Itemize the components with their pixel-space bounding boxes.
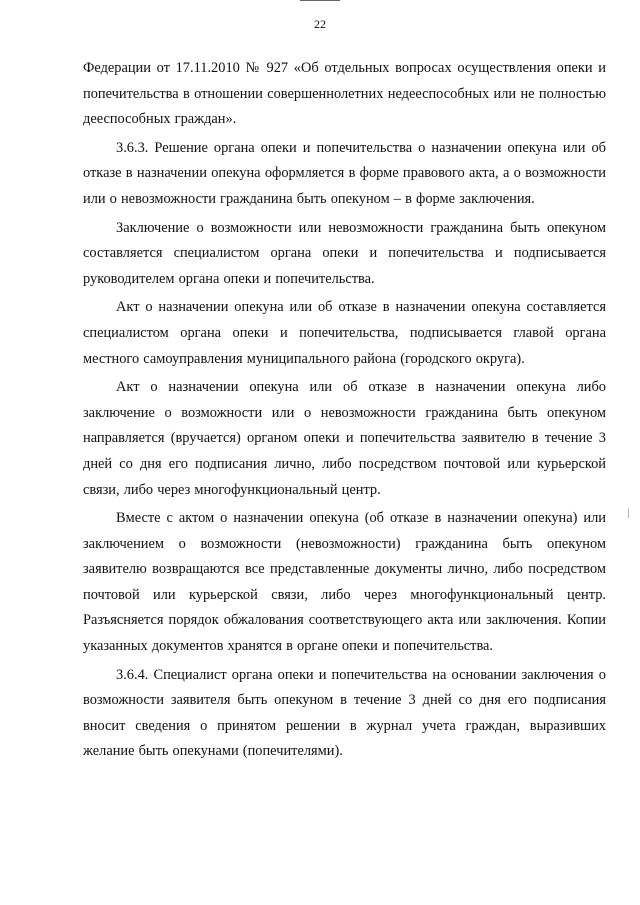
paragraph-3-6-3: 3.6.3. Решение органа опеки и попечительства о назначении опекуна или об отказе в назначении опекуна оформляется в форме правового акта, а о возможности или о невозможности гражданина быть опекуном – в форме заключения. (83, 139, 606, 207)
top-rule (300, 0, 340, 1)
paragraph-documents-returned: Вместе с актом о назначении опекуна (об отказе в назначении опекуна) или заключением о возможности (невозможности) гражданина быть опекуном заявителю возвращаются все представленные документы лично, либо посредством почтовой или курьерской связи, либо через многофункциональный центр. Разъясняется порядок обжалования соответствующего акта или заключения. Копии указанных документов хранятся в органе опеки и попечительства. (83, 510, 606, 655)
paragraph-act-prepared: Акт о назначении опекуна или об отказе в назначении опекуна составляется специалистом органа опеки и попечительства, подписывается главой органа местного самоуправления муниципального района (городского округа). (83, 299, 606, 367)
paragraph-3-6-4: 3.6.4. Специалист органа опеки и попечительства на основании заключения о возможности заявителя быть опекуном в течение 3 дней со дня его подписания вносит сведения о принятом решении в журнал учета граждан, выразивших желание быть опекунами (попечителями). (83, 666, 606, 760)
paragraph-conclusion-prepared: Заключение о возможности или невозможности гражданина быть опекуном составляется специалистом органа опеки и попечительства и подписывается руководителем органа опеки и попечительства. (83, 219, 606, 287)
paragraph-act-delivery: Акт о назначении опекуна или об отказе в назначении опекуна либо заключение о возможности или о невозможности гражданина быть опекуном направляется (вручается) органом опеки и попечительства заявителю в течение 3 дней со дня его подписания лично, либо посредством почтовой или курьерской связи, либо через многофункциональный центр. (83, 379, 606, 498)
paragraph-continuation: Федерации от 17.11.2010 № 927 «Об отдельных вопросах осуществления опеки и попечительства в отношении совершеннолетних недееспособных или не полностью дееспособных граждан». (83, 60, 606, 128)
page-number: 22 (314, 17, 326, 31)
body-text (83, 56, 606, 765)
scan-artifact (628, 508, 634, 518)
